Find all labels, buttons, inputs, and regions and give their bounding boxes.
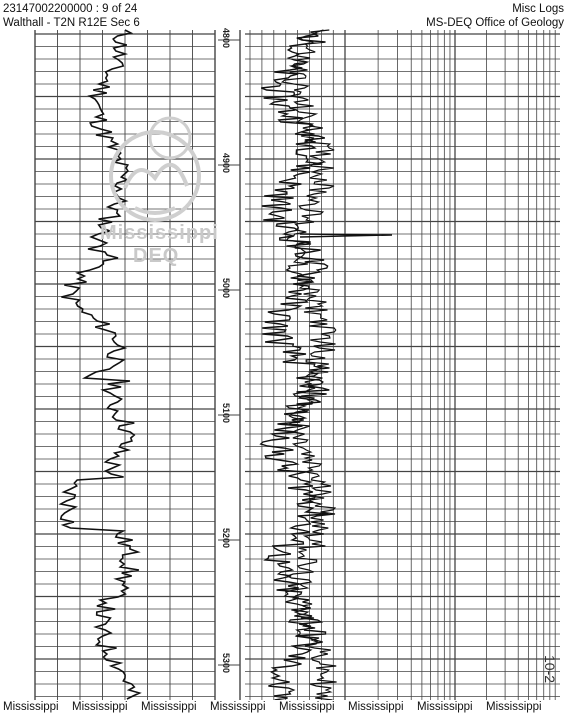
footer-label: Mississippi [279,701,335,713]
depth-label: 4900 [221,153,231,174]
footer-label: Mississippi [348,701,404,713]
depth-track [218,28,240,673]
footer-label: Mississippi [3,701,59,713]
depth-label: 5000 [221,278,231,299]
depth-label: 4800 [221,28,231,49]
watermark-line1: Mississippi [100,222,219,244]
footer-label: Mississippi [417,701,473,713]
file-id: 23147002200000 : 9 of 24 [3,3,138,15]
footer-label: Mississippi [141,701,197,713]
footer-label: Mississippi [486,701,542,713]
location-label: Walthall - T2N R12E Sec 6 [3,17,140,29]
footer-band [0,700,568,715]
depth-label: 5100 [221,403,231,424]
agency-label: MS-DEQ Office of Geology [426,17,564,29]
watermark-line2: DEQ [133,245,180,267]
depth-label: 5200 [221,528,231,549]
footer-label: Mississippi [210,701,266,713]
footer-label: Mississippi [72,701,128,713]
doc-type: Misc Logs [512,3,564,15]
corner-mark: 10-2 [542,655,558,684]
depth-label: 5300 [221,653,231,674]
